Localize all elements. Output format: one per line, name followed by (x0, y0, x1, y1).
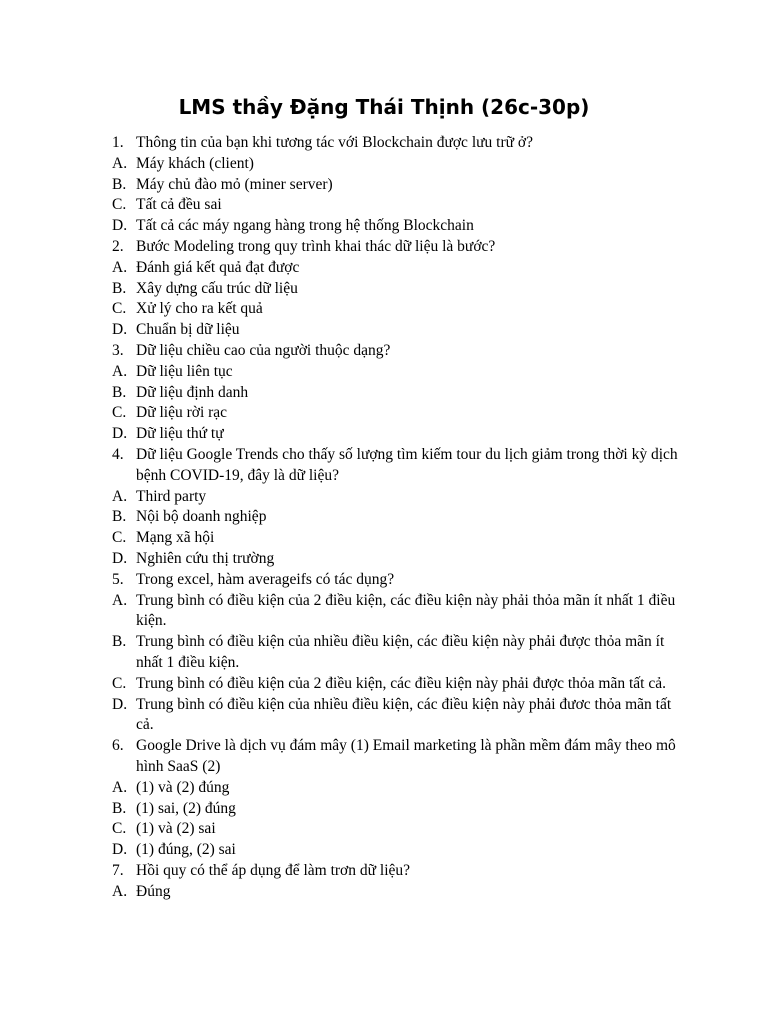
item-text: Third party (136, 487, 207, 505)
list-item (112, 819, 682, 840)
item-text: Nội bộ doanh nghiệp (136, 508, 267, 526)
item-text: Dữ liệu liên tục (136, 362, 233, 380)
item-marker: D. (112, 217, 128, 235)
item-text: Trung bình có điều kiện của nhiều điều kiện, các điều kiện này phải đươc thỏa mãn tất cả. (136, 695, 672, 734)
item-text: Hồi quy có thể áp dụng để làm trơn dữ liệu? (136, 861, 411, 879)
item-marker: B. (112, 633, 127, 651)
list-item (112, 175, 682, 196)
list-item (112, 195, 682, 216)
list-item (112, 424, 682, 445)
list-item (112, 549, 682, 570)
item-text: Nghiên cứu thị trường (136, 549, 275, 567)
list-item (112, 591, 682, 633)
item-marker: 2. (112, 237, 124, 255)
item-text: (1) sai, (2) đúng (136, 799, 236, 817)
item-marker: 1. (112, 134, 124, 151)
list-item (112, 632, 682, 674)
list-item (112, 154, 682, 175)
item-text: Chuẩn bị dữ liệu (136, 321, 240, 339)
item-marker: B. (112, 175, 127, 193)
item-text: Bước Modeling trong quy trình khai thác dữ liệu là bước? (136, 237, 496, 255)
list-item (112, 882, 682, 903)
item-marker: A. (112, 487, 128, 505)
list-item (112, 674, 682, 695)
item-marker: D. (112, 321, 128, 339)
item-text: Đúng (136, 882, 171, 900)
item-text: Xử lý cho ra kết quả (136, 300, 263, 318)
item-text: (1) đúng, (2) sai (136, 841, 236, 859)
list-item (112, 133, 682, 154)
item-marker: 3. (112, 341, 124, 359)
item-marker: B. (112, 799, 127, 817)
item-marker: A. (112, 882, 128, 900)
item-marker: D. (112, 549, 128, 567)
list-item (112, 258, 682, 279)
list-item (112, 362, 682, 383)
item-text: Dữ liệu Google Trends cho thấy số lượng tìm kiếm tour du lịch giảm trong thời kỳ dịch bệnh COVID-19, đây là dữ liệu? (136, 445, 678, 484)
item-text: Xây dựng cấu trúc dữ liệu (136, 279, 298, 297)
item-marker: D. (112, 841, 128, 859)
list-item (112, 216, 682, 237)
item-text: Dữ liệu chiều cao của người thuộc dạng? (136, 341, 391, 359)
list-item (112, 799, 682, 820)
question-list (112, 133, 682, 902)
item-marker: D. (112, 425, 128, 443)
item-text: Trung bình có điều kiện của 2 điều kiện, các điều kiện này phải được thỏa mãn tất cả. (136, 674, 666, 692)
list-item (112, 383, 682, 404)
item-marker: C. (112, 820, 127, 838)
list-item (112, 341, 682, 362)
list-item (112, 778, 682, 799)
item-text: Trung bình có điều kiện của nhiều điều kiện, các điều kiện này phải được thỏa mãn ít nhất 1 điều kiện. (136, 633, 665, 671)
list-item (112, 445, 682, 487)
item-text: Trong excel, hàm averageifs có tác dụng? (136, 570, 395, 588)
item-text: Dữ liệu rời rạc (136, 404, 228, 422)
item-text: Tất cả các máy ngang hàng trong hệ thống Blockchain (136, 217, 474, 235)
list-item (112, 840, 682, 861)
list-item (112, 279, 682, 300)
item-marker: A. (112, 778, 128, 796)
item-text: Mạng xã hội (136, 529, 215, 547)
item-marker: C. (112, 196, 127, 214)
list-item (112, 570, 682, 591)
item-text: Thông tin của bạn khi tương tác với Blockchain được lưu trữ ở? (136, 134, 533, 151)
item-text: Dữ liệu thứ tự (136, 425, 224, 443)
item-marker: B. (112, 508, 127, 526)
item-marker: 7. (112, 861, 124, 879)
item-marker: C. (112, 529, 127, 547)
list-item (112, 320, 682, 341)
item-marker: D. (112, 695, 128, 713)
item-marker: 4. (112, 445, 124, 463)
item-text: Máy chủ đào mỏ (miner server) (136, 175, 333, 193)
list-item (112, 861, 682, 882)
item-marker: B. (112, 383, 127, 401)
item-text: (1) và (2) đúng (136, 778, 230, 796)
item-text: Trung bình có điều kiện của 2 điều kiện, các điều kiện này phải thỏa mãn ít nhất 1 điều kiện. (136, 591, 676, 630)
item-text: (1) và (2) sai (136, 820, 216, 838)
item-marker: C. (112, 674, 127, 692)
item-marker: A. (112, 258, 128, 276)
item-text: Tất cả đều sai (136, 196, 222, 214)
item-marker: A. (112, 362, 128, 380)
list-item (112, 299, 682, 320)
list-item (112, 237, 682, 258)
item-marker: A. (112, 154, 128, 172)
list-item (112, 507, 682, 528)
page-title: LMS thầy Đặng Thái Thịnh (26c-30p) (178, 95, 590, 119)
list-item (112, 528, 682, 549)
item-marker: 5. (112, 570, 124, 588)
item-text: Máy khách (client) (136, 154, 254, 172)
item-marker: C. (112, 404, 127, 422)
item-text: Google Drive là dịch vụ đám mây (1) Email marketing là phần mềm đám mây theo mô hình SaaS (2) (136, 737, 676, 775)
item-marker: C. (112, 300, 127, 318)
list-item (112, 736, 682, 778)
list-item (112, 403, 682, 424)
list-item (112, 695, 682, 737)
item-text: Đánh giá kết quả đạt được (136, 258, 300, 276)
item-marker: A. (112, 591, 128, 609)
item-marker: B. (112, 279, 127, 297)
item-text: Dữ liệu định danh (136, 383, 249, 401)
item-marker: 6. (112, 737, 124, 755)
list-item (112, 487, 682, 508)
